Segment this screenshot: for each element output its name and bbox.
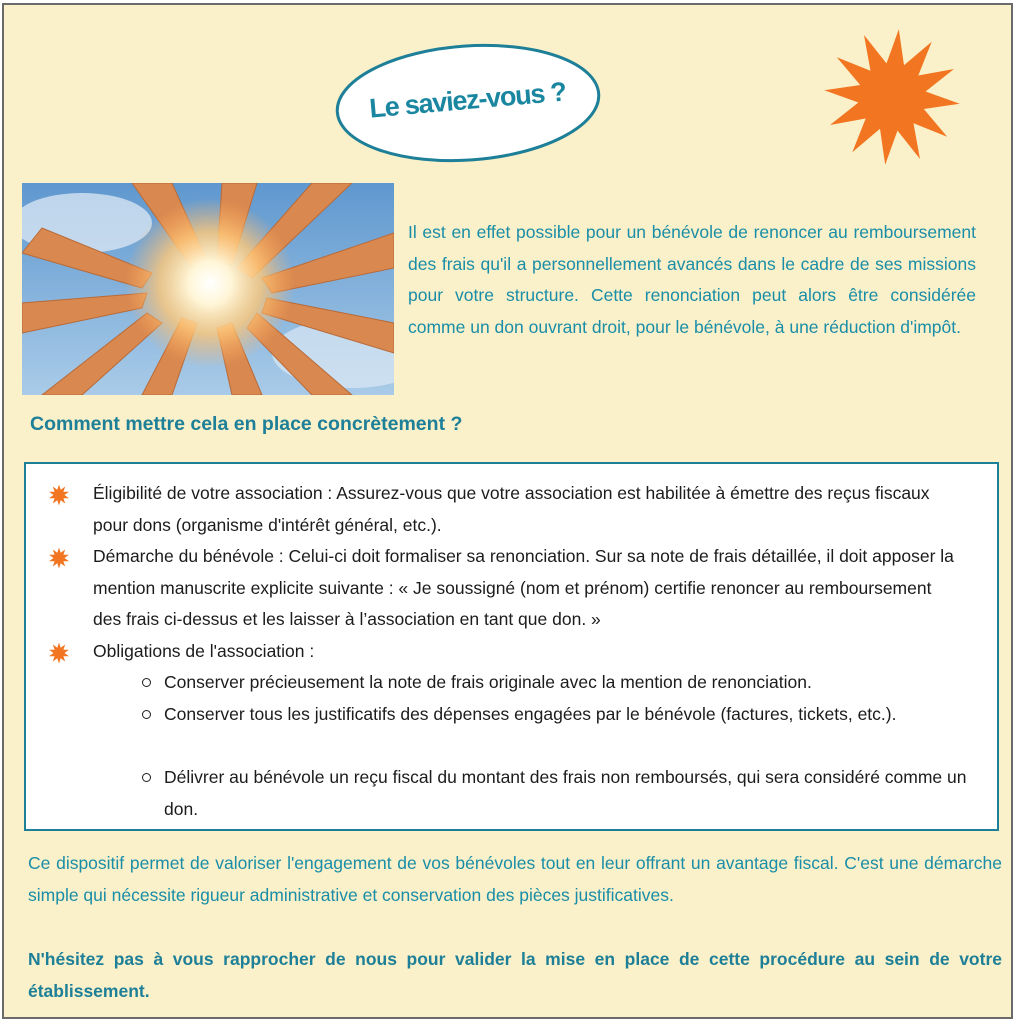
step-obligations: Obligations de l'association : — [93, 641, 315, 661]
step-volunteer: Démarche du bénévole : Celui-ci doit formaliser sa renonciation. Sur sa note de frais détaillée, il doit apposer la mention manuscrite explicite suivante : « Je soussigné (nom et prénom) certifie renoncer au remboursement des frais ci-dessus et les laisser à l’association en tant que don. » — [93, 546, 954, 629]
circle-bullet-icon — [142, 773, 151, 782]
circle-bullet-icon — [142, 678, 151, 687]
starburst-bullet-icon — [48, 642, 70, 664]
info-card — [2, 3, 1013, 1019]
obligation-keep-note: Conserver précieusement la note de frais originale avec la mention de renonciation. — [164, 672, 812, 692]
starburst-icon — [824, 23, 960, 171]
circle-bullet-icon — [142, 710, 151, 719]
section-heading: Comment mettre cela en place concrètement ? — [30, 413, 463, 435]
step-eligibility: Éligibilité de votre association : Assurez-vous que votre association est habilitée à émettre des reçus fiscaux pour dons (organisme d'intérêt général, etc.). — [93, 483, 930, 535]
title-bubble — [334, 43, 602, 167]
call-to-action: N'hésitez pas à vous rapprocher de nous pour valider la mise en place de cette procédure au sein de votre établissement. — [28, 949, 1002, 1001]
obligation-keep-receipts: Conserver tous les justificatifs des dépenses engagées par le bénévole (factures, tickets, etc.). — [164, 704, 897, 724]
hands-together-photo — [22, 183, 394, 395]
starburst-bullet-icon — [48, 484, 70, 506]
starburst-bullet-icon — [48, 547, 70, 569]
page-title: Le saviez-vous ? — [368, 75, 567, 124]
outro-paragraph: Ce dispositif permet de valoriser l'engagement de vos bénévoles tout en leur offrant un avantage fiscal. C'est une démarche simple qui nécessite rigueur administrative et conservation des pièces justificatives. — [28, 853, 1002, 905]
obligation-tax-receipt: Délivrer au bénévole un reçu fiscal du montant des frais non remboursés, qui sera considéré comme un don. — [164, 767, 967, 819]
intro-paragraph: Il est en effet possible pour un bénévole de renoncer au remboursement des frais qu'il a personnellement avancés dans le cadre de ses missions pour votre structure. Cette renonciation peut alors être considérée comme un don ouvrant droit, pour le bénévole, à une réduction d'impôt. — [408, 222, 976, 337]
steps-box — [24, 462, 999, 831]
